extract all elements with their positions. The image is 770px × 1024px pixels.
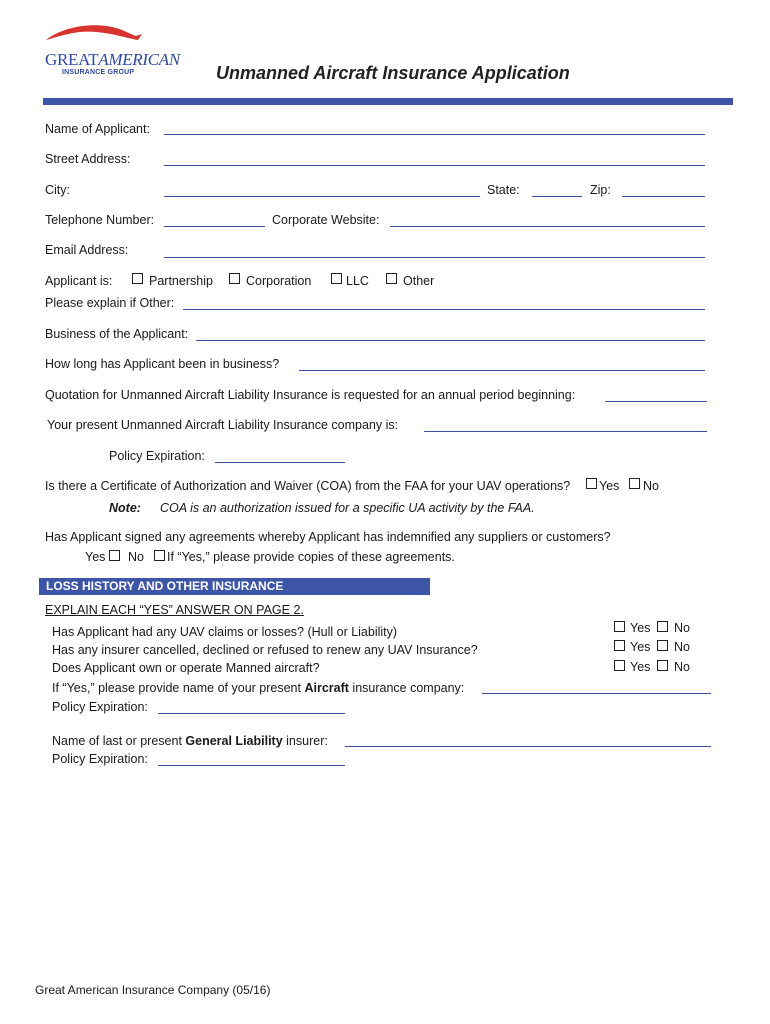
website-label: Corporate Website: [272,213,380,227]
explain-yes-instruction: EXPLAIN EACH “YES” ANSWER ON PAGE 2. [45,603,304,617]
state-field[interactable] [532,196,582,197]
manned-no-label: No [674,660,690,674]
indemnified-no-checkbox[interactable] [154,550,165,561]
zip-field[interactable] [622,196,705,197]
other-checkbox[interactable] [386,273,397,284]
street-address-field[interactable] [164,165,705,166]
applicant-is-label: Applicant is: [45,274,113,288]
insurer-cancelled-question: Has any insurer cancelled, declined or refused to renew any UAV Insurance? [52,643,478,657]
explain-other-field[interactable] [183,309,705,310]
aircraft-policy-expiration-field[interactable] [158,713,345,714]
gl-policy-expiration-field[interactable] [158,765,345,766]
city-label: City: [45,183,70,197]
uav-claims-question: Has Applicant had any UAV claims or losses? (Hull or Liability) [52,625,398,639]
how-long-field[interactable] [299,370,705,371]
aircraft-insurer-label [52,681,464,695]
street-address-label: Street Address: [45,152,131,166]
logo-subtitle: INSURANCE GROUP [62,69,135,76]
coa-no-checkbox[interactable] [629,478,640,489]
coa-yes-label: Yes [599,479,620,493]
business-label: Business of the Applicant: [45,327,189,341]
claims-yes-label: Yes [630,621,651,635]
partnership-label: Partnership [149,274,213,288]
policy-expiration-field[interactable] [215,462,345,463]
manned-no-checkbox[interactable] [657,660,668,671]
manned-yes-label: Yes [630,660,651,674]
llc-label: LLC [346,274,369,288]
state-label: State: [487,183,520,197]
loss-history-section-header: LOSS HISTORY AND OTHER INSURANCE [39,578,430,595]
indemnified-yes-checkbox[interactable] [109,550,120,561]
indemnified-no-label: No [128,550,144,564]
partnership-checkbox[interactable] [132,273,143,284]
gl-insurer-bold: General Liability [185,734,283,748]
claims-no-checkbox[interactable] [657,621,668,632]
logo-great-text: GREAT [45,50,99,69]
gl-insurer-label [52,734,328,748]
explain-other-label: Please explain if Other: [45,296,175,310]
cancelled-no-checkbox[interactable] [657,640,668,651]
coa-no-label: No [643,479,659,493]
if-yes-copies-text: If “Yes,” please provide copies of these agreements. [167,550,455,564]
gl-insurer-prefix: Name of last or present [52,734,186,748]
quotation-date-field[interactable] [605,401,707,402]
corporation-label: Corporation [246,274,312,288]
business-field[interactable] [196,340,705,341]
telephone-field[interactable] [164,226,265,227]
logo-american-text: AMERICAN [98,50,180,69]
aircraft-insurer-suffix: insurance company: [348,681,465,695]
coa-question: Is there a Certificate of Authorization and Waiver (COA) from the FAA for your UAV operations? [45,479,571,493]
aircraft-policy-expiration-label: Policy Expiration: [52,700,148,714]
zip-label: Zip: [590,183,611,197]
other-label: Other [403,274,435,288]
how-long-label: How long has Applicant been in business? [45,357,280,371]
claims-yes-checkbox[interactable] [614,621,625,632]
website-field[interactable] [390,226,705,227]
claims-no-label: No [674,621,690,635]
indemnified-yes-label: Yes [85,550,106,564]
cancelled-yes-checkbox[interactable] [614,640,625,651]
name-of-applicant-field[interactable] [164,134,705,135]
cancelled-yes-label: Yes [630,640,651,654]
note-label: Note: [109,501,141,515]
gl-policy-expiration-label: Policy Expiration: [52,752,148,766]
page-title: Unmanned Aircraft Insurance Application [216,63,570,83]
indemnified-question: Has Applicant signed any agreements whereby Applicant has indemnified any suppliers or customers? [45,530,611,544]
eagle-swoosh-icon [44,22,144,52]
email-label: Email Address: [45,243,129,257]
footer-text: Great American Insurance Company (05/16) [35,983,271,997]
aircraft-insurer-bold: Aircraft [304,681,349,695]
present-company-label: Your present Unmanned Aircraft Liability Insurance company is: [47,418,399,432]
gl-insurer-field[interactable] [345,746,711,747]
email-field[interactable] [164,257,705,258]
manned-aircraft-question: Does Applicant own or operate Manned aircraft? [52,661,320,675]
note-text: COA is an authorization issued for a specific UA activity by the FAA. [160,501,535,515]
present-company-field[interactable] [424,431,707,432]
city-field[interactable] [164,196,480,197]
llc-checkbox[interactable] [331,273,342,284]
aircraft-insurer-field[interactable] [482,693,711,694]
quotation-label: Quotation for Unmanned Aircraft Liability Insurance is requested for an annual period beginning: [45,388,576,402]
policy-expiration-label: Policy Expiration: [109,449,205,463]
telephone-label: Telephone Number: [45,213,155,227]
name-of-applicant-label: Name of Applicant: [45,122,150,136]
corporation-checkbox[interactable] [229,273,240,284]
gl-insurer-suffix: insurer: [282,734,328,748]
cancelled-no-label: No [674,640,690,654]
coa-yes-checkbox[interactable] [586,478,597,489]
header-divider [43,98,733,105]
aircraft-insurer-prefix: If “Yes,” please provide name of your present [52,681,305,695]
manned-yes-checkbox[interactable] [614,660,625,671]
